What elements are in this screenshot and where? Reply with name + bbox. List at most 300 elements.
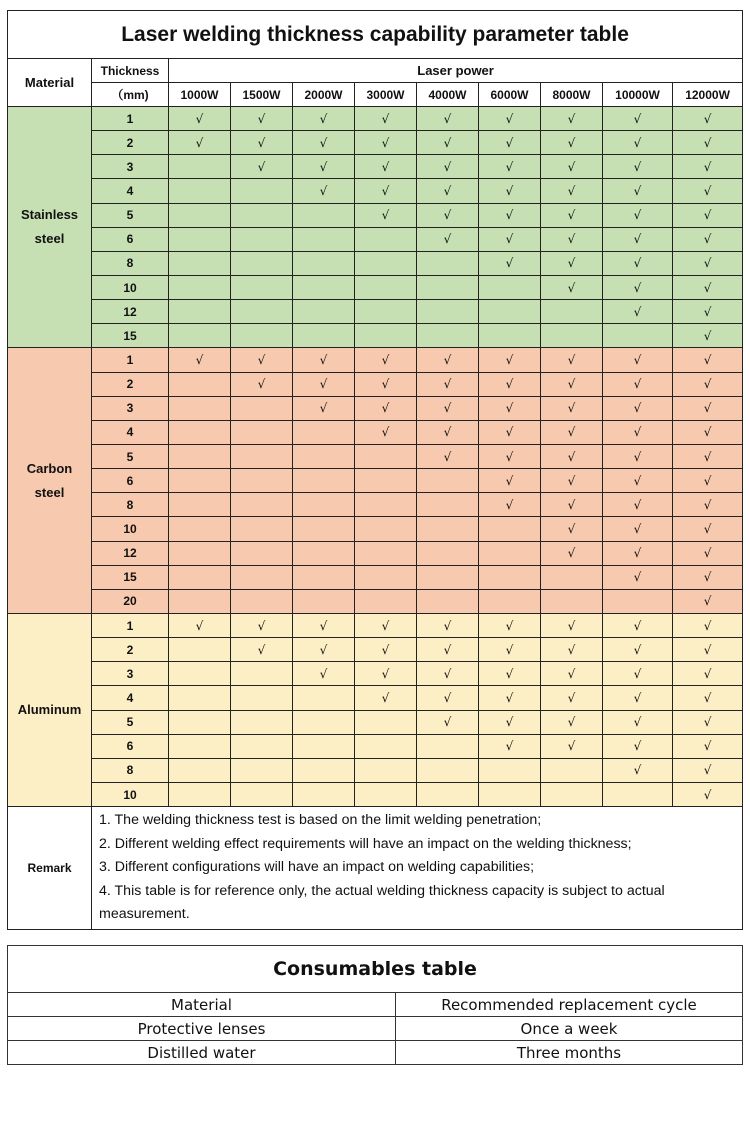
check-mark-cell: √ <box>673 734 743 758</box>
check-mark-cell: √ <box>479 372 541 396</box>
table-row <box>8 734 743 758</box>
thickness-value: 1 <box>92 348 169 372</box>
check-mark-cell: √ <box>603 396 673 420</box>
empty-cell <box>231 782 293 806</box>
empty-cell <box>417 734 479 758</box>
check-mark-cell: √ <box>169 613 231 637</box>
thickness-value: 10 <box>92 517 169 541</box>
table-row <box>8 541 743 565</box>
check-mark-cell: √ <box>417 131 479 155</box>
check-mark-cell: √ <box>231 372 293 396</box>
check-mark-cell: √ <box>541 131 603 155</box>
header-thickness: Thickness <box>92 59 169 83</box>
empty-cell <box>355 541 417 565</box>
table-row <box>8 300 743 324</box>
check-mark-cell: √ <box>417 444 479 468</box>
empty-cell <box>169 782 231 806</box>
material-name <box>8 107 92 348</box>
check-mark-cell: √ <box>479 662 541 686</box>
empty-cell <box>231 517 293 541</box>
check-mark-cell: √ <box>231 613 293 637</box>
consumables-row <box>8 1041 743 1065</box>
table-row <box>8 613 743 637</box>
check-mark-cell: √ <box>417 155 479 179</box>
check-mark-cell: √ <box>231 155 293 179</box>
check-mark-cell: √ <box>541 734 603 758</box>
table-row <box>8 179 743 203</box>
table-row <box>8 348 743 372</box>
check-mark-cell: √ <box>541 469 603 493</box>
empty-cell <box>231 589 293 613</box>
empty-cell <box>417 565 479 589</box>
thickness-value: 2 <box>92 131 169 155</box>
thickness-value: 5 <box>92 444 169 468</box>
header-material: Material <box>8 59 92 107</box>
check-mark-cell: √ <box>603 613 673 637</box>
check-mark-cell: √ <box>293 613 355 637</box>
check-mark-cell: √ <box>355 613 417 637</box>
check-mark-cell: √ <box>541 710 603 734</box>
check-mark-cell: √ <box>673 227 743 251</box>
check-mark-cell: √ <box>293 155 355 179</box>
thickness-value: 1 <box>92 107 169 131</box>
empty-cell <box>479 300 541 324</box>
header-power: 8000W <box>541 83 603 107</box>
empty-cell <box>169 662 231 686</box>
check-mark-cell: √ <box>293 107 355 131</box>
check-mark-cell: √ <box>673 275 743 299</box>
check-mark-cell: √ <box>673 493 743 517</box>
empty-cell <box>169 324 231 348</box>
empty-cell <box>231 469 293 493</box>
empty-cell <box>293 324 355 348</box>
empty-cell <box>231 396 293 420</box>
table-row <box>8 155 743 179</box>
table-row <box>8 131 743 155</box>
empty-cell <box>231 324 293 348</box>
check-mark-cell: √ <box>417 179 479 203</box>
empty-cell <box>169 517 231 541</box>
table-row <box>8 565 743 589</box>
empty-cell <box>479 275 541 299</box>
check-mark-cell: √ <box>673 396 743 420</box>
consumables-row <box>8 1017 743 1041</box>
header-power: 1000W <box>169 83 231 107</box>
thickness-value: 4 <box>92 179 169 203</box>
thickness-value: 5 <box>92 203 169 227</box>
check-mark-cell: √ <box>673 179 743 203</box>
check-mark-cell: √ <box>603 179 673 203</box>
check-mark-cell: √ <box>673 348 743 372</box>
thickness-value: 2 <box>92 372 169 396</box>
empty-cell <box>169 710 231 734</box>
empty-cell <box>479 541 541 565</box>
empty-cell <box>355 493 417 517</box>
table-row <box>8 782 743 806</box>
thickness-value: 10 <box>92 275 169 299</box>
remark-body <box>92 807 743 930</box>
empty-cell <box>355 758 417 782</box>
empty-cell <box>169 734 231 758</box>
check-mark-cell: √ <box>479 155 541 179</box>
check-mark-cell: √ <box>673 300 743 324</box>
empty-cell <box>169 155 231 179</box>
consumables-cycle: Once a week <box>396 1017 743 1041</box>
empty-cell <box>293 275 355 299</box>
thickness-value: 3 <box>92 155 169 179</box>
empty-cell <box>355 469 417 493</box>
table-row <box>8 638 743 662</box>
table-row <box>8 420 743 444</box>
empty-cell <box>231 420 293 444</box>
check-mark-cell: √ <box>231 638 293 662</box>
check-mark-cell: √ <box>479 251 541 275</box>
check-mark-cell: √ <box>541 251 603 275</box>
check-mark-cell: √ <box>479 227 541 251</box>
check-mark-cell: √ <box>673 517 743 541</box>
check-mark-cell: √ <box>479 348 541 372</box>
empty-cell <box>169 203 231 227</box>
check-mark-cell: √ <box>417 710 479 734</box>
capability-title: Laser welding thickness capability parameter table <box>8 11 743 59</box>
check-mark-cell: √ <box>231 131 293 155</box>
thickness-value: 6 <box>92 734 169 758</box>
empty-cell <box>293 469 355 493</box>
check-mark-cell: √ <box>603 107 673 131</box>
check-mark-cell: √ <box>417 372 479 396</box>
empty-cell <box>355 444 417 468</box>
header-power: 3000W <box>355 83 417 107</box>
empty-cell <box>417 589 479 613</box>
check-mark-cell: √ <box>673 541 743 565</box>
check-mark-cell: √ <box>541 493 603 517</box>
check-mark-cell: √ <box>673 372 743 396</box>
check-mark-cell: √ <box>541 275 603 299</box>
check-mark-cell: √ <box>603 203 673 227</box>
check-mark-cell: √ <box>603 444 673 468</box>
check-mark-cell: √ <box>603 758 673 782</box>
empty-cell <box>293 493 355 517</box>
check-mark-cell: √ <box>479 203 541 227</box>
check-mark-cell: √ <box>673 613 743 637</box>
check-mark-cell: √ <box>603 300 673 324</box>
table-row <box>8 493 743 517</box>
check-mark-cell: √ <box>541 686 603 710</box>
material-name-line: Aluminum <box>17 702 82 718</box>
empty-cell <box>293 541 355 565</box>
table-row <box>8 275 743 299</box>
check-mark-cell: √ <box>541 396 603 420</box>
empty-cell <box>169 758 231 782</box>
check-mark-cell: √ <box>355 203 417 227</box>
empty-cell <box>169 251 231 275</box>
check-mark-cell: √ <box>541 203 603 227</box>
check-mark-cell: √ <box>541 613 603 637</box>
table-row <box>8 396 743 420</box>
check-mark-cell: √ <box>417 396 479 420</box>
check-mark-cell: √ <box>541 638 603 662</box>
check-mark-cell: √ <box>293 348 355 372</box>
header-power: 6000W <box>479 83 541 107</box>
check-mark-cell: √ <box>603 227 673 251</box>
empty-cell <box>293 300 355 324</box>
thickness-value: 10 <box>92 782 169 806</box>
empty-cell <box>293 444 355 468</box>
check-mark-cell: √ <box>673 107 743 131</box>
capability-table <box>7 10 743 930</box>
empty-cell <box>541 300 603 324</box>
check-mark-cell: √ <box>603 541 673 565</box>
header-power: 12000W <box>673 83 743 107</box>
empty-cell <box>231 493 293 517</box>
empty-cell <box>355 734 417 758</box>
empty-cell <box>169 179 231 203</box>
check-mark-cell: √ <box>603 372 673 396</box>
check-mark-cell: √ <box>479 686 541 710</box>
empty-cell <box>417 541 479 565</box>
empty-cell <box>541 782 603 806</box>
empty-cell <box>169 372 231 396</box>
empty-cell <box>231 734 293 758</box>
empty-cell <box>417 782 479 806</box>
empty-cell <box>169 686 231 710</box>
check-mark-cell: √ <box>417 227 479 251</box>
check-mark-cell: √ <box>417 203 479 227</box>
check-mark-cell: √ <box>603 469 673 493</box>
check-mark-cell: √ <box>355 348 417 372</box>
empty-cell <box>169 493 231 517</box>
check-mark-cell: √ <box>603 565 673 589</box>
empty-cell <box>169 420 231 444</box>
check-mark-cell: √ <box>541 348 603 372</box>
empty-cell <box>355 324 417 348</box>
table-row <box>8 107 743 131</box>
empty-cell <box>231 686 293 710</box>
empty-cell <box>479 589 541 613</box>
check-mark-cell: √ <box>673 131 743 155</box>
check-mark-cell: √ <box>603 638 673 662</box>
empty-cell <box>231 565 293 589</box>
check-mark-cell: √ <box>479 444 541 468</box>
check-mark-cell: √ <box>673 638 743 662</box>
check-mark-cell: √ <box>355 638 417 662</box>
remark-row <box>8 807 743 930</box>
empty-cell <box>293 686 355 710</box>
check-mark-cell: √ <box>673 420 743 444</box>
check-mark-cell: √ <box>169 107 231 131</box>
check-mark-cell: √ <box>231 348 293 372</box>
empty-cell <box>293 734 355 758</box>
empty-cell <box>603 782 673 806</box>
check-mark-cell: √ <box>479 179 541 203</box>
table-row <box>8 372 743 396</box>
empty-cell <box>541 758 603 782</box>
check-mark-cell: √ <box>603 662 673 686</box>
check-mark-cell: √ <box>541 227 603 251</box>
check-mark-cell: √ <box>673 758 743 782</box>
check-mark-cell: √ <box>541 444 603 468</box>
check-mark-cell: √ <box>603 493 673 517</box>
check-mark-cell: √ <box>355 396 417 420</box>
consumables-material: Protective lenses <box>8 1017 396 1041</box>
check-mark-cell: √ <box>417 638 479 662</box>
empty-cell <box>355 227 417 251</box>
material-name <box>8 348 92 614</box>
check-mark-cell: √ <box>603 275 673 299</box>
table-row <box>8 758 743 782</box>
thickness-value: 4 <box>92 686 169 710</box>
empty-cell <box>231 275 293 299</box>
empty-cell <box>169 541 231 565</box>
empty-cell <box>293 710 355 734</box>
thickness-value: 8 <box>92 251 169 275</box>
empty-cell <box>355 275 417 299</box>
empty-cell <box>603 589 673 613</box>
check-mark-cell: √ <box>293 662 355 686</box>
thickness-value: 12 <box>92 300 169 324</box>
empty-cell <box>603 324 673 348</box>
check-mark-cell: √ <box>479 638 541 662</box>
thickness-value: 8 <box>92 758 169 782</box>
empty-cell <box>417 493 479 517</box>
check-mark-cell: √ <box>355 155 417 179</box>
table-row <box>8 662 743 686</box>
empty-cell <box>355 300 417 324</box>
thickness-value: 2 <box>92 638 169 662</box>
check-mark-cell: √ <box>541 420 603 444</box>
check-mark-cell: √ <box>355 420 417 444</box>
check-mark-cell: √ <box>541 517 603 541</box>
thickness-value: 1 <box>92 613 169 637</box>
empty-cell <box>355 710 417 734</box>
empty-cell <box>479 758 541 782</box>
empty-cell <box>231 710 293 734</box>
check-mark-cell: √ <box>541 662 603 686</box>
check-mark-cell: √ <box>673 662 743 686</box>
check-mark-cell: √ <box>603 348 673 372</box>
empty-cell <box>479 517 541 541</box>
check-mark-cell: √ <box>603 251 673 275</box>
remark-line: 2. Different welding effect requirements will have an impact on the welding thickness; <box>99 835 632 852</box>
table-row <box>8 517 743 541</box>
check-mark-cell: √ <box>355 372 417 396</box>
thickness-value: 12 <box>92 541 169 565</box>
empty-cell <box>293 420 355 444</box>
empty-cell <box>231 251 293 275</box>
check-mark-cell: √ <box>673 251 743 275</box>
check-mark-cell: √ <box>673 469 743 493</box>
check-mark-cell: √ <box>673 710 743 734</box>
empty-cell <box>293 203 355 227</box>
check-mark-cell: √ <box>417 420 479 444</box>
check-mark-cell: √ <box>355 179 417 203</box>
empty-cell <box>479 782 541 806</box>
thickness-value: 3 <box>92 662 169 686</box>
empty-cell <box>169 300 231 324</box>
check-mark-cell: √ <box>355 107 417 131</box>
empty-cell <box>541 589 603 613</box>
check-mark-cell: √ <box>293 396 355 420</box>
empty-cell <box>417 251 479 275</box>
check-mark-cell: √ <box>293 179 355 203</box>
empty-cell <box>231 444 293 468</box>
empty-cell <box>169 227 231 251</box>
check-mark-cell: √ <box>479 469 541 493</box>
check-mark-cell: √ <box>673 203 743 227</box>
empty-cell <box>417 300 479 324</box>
check-mark-cell: √ <box>603 131 673 155</box>
check-mark-cell: √ <box>479 734 541 758</box>
material-name-line: steel <box>34 231 65 247</box>
empty-cell <box>231 662 293 686</box>
check-mark-cell: √ <box>603 734 673 758</box>
empty-cell <box>479 324 541 348</box>
consumables-header-cycle: Recommended replacement cycle <box>396 993 743 1017</box>
check-mark-cell: √ <box>541 541 603 565</box>
check-mark-cell: √ <box>673 565 743 589</box>
header-power: 10000W <box>603 83 673 107</box>
empty-cell <box>231 541 293 565</box>
check-mark-cell: √ <box>541 179 603 203</box>
empty-cell <box>231 227 293 251</box>
check-mark-cell: √ <box>417 613 479 637</box>
thickness-value: 4 <box>92 420 169 444</box>
table-row <box>8 469 743 493</box>
empty-cell <box>541 324 603 348</box>
table-row <box>8 251 743 275</box>
table-row <box>8 203 743 227</box>
empty-cell <box>169 275 231 299</box>
empty-cell <box>293 758 355 782</box>
consumables-material: Distilled water <box>8 1041 396 1065</box>
empty-cell <box>169 444 231 468</box>
check-mark-cell: √ <box>541 372 603 396</box>
check-mark-cell: √ <box>231 107 293 131</box>
material-name <box>8 613 92 806</box>
empty-cell <box>231 758 293 782</box>
consumables-cycle: Three months <box>396 1041 743 1065</box>
check-mark-cell: √ <box>355 662 417 686</box>
table-row <box>8 686 743 710</box>
check-mark-cell: √ <box>293 638 355 662</box>
thickness-value: 8 <box>92 493 169 517</box>
empty-cell <box>293 565 355 589</box>
check-mark-cell: √ <box>673 686 743 710</box>
check-mark-cell: √ <box>673 444 743 468</box>
table-row <box>8 227 743 251</box>
empty-cell <box>355 565 417 589</box>
check-mark-cell: √ <box>479 613 541 637</box>
material-name-line: steel <box>34 484 65 500</box>
check-mark-cell: √ <box>355 686 417 710</box>
check-mark-cell: √ <box>417 686 479 710</box>
empty-cell <box>355 782 417 806</box>
check-mark-cell: √ <box>673 589 743 613</box>
thickness-value: 5 <box>92 710 169 734</box>
check-mark-cell: √ <box>417 348 479 372</box>
empty-cell <box>169 396 231 420</box>
header-power: 1500W <box>231 83 293 107</box>
empty-cell <box>541 565 603 589</box>
empty-cell <box>231 203 293 227</box>
remark-line: 1. The welding thickness test is based on the limit welding penetration; <box>99 812 542 829</box>
empty-cell <box>169 638 231 662</box>
check-mark-cell: √ <box>293 372 355 396</box>
check-mark-cell: √ <box>417 107 479 131</box>
check-mark-cell: √ <box>673 324 743 348</box>
check-mark-cell: √ <box>479 131 541 155</box>
empty-cell <box>355 517 417 541</box>
